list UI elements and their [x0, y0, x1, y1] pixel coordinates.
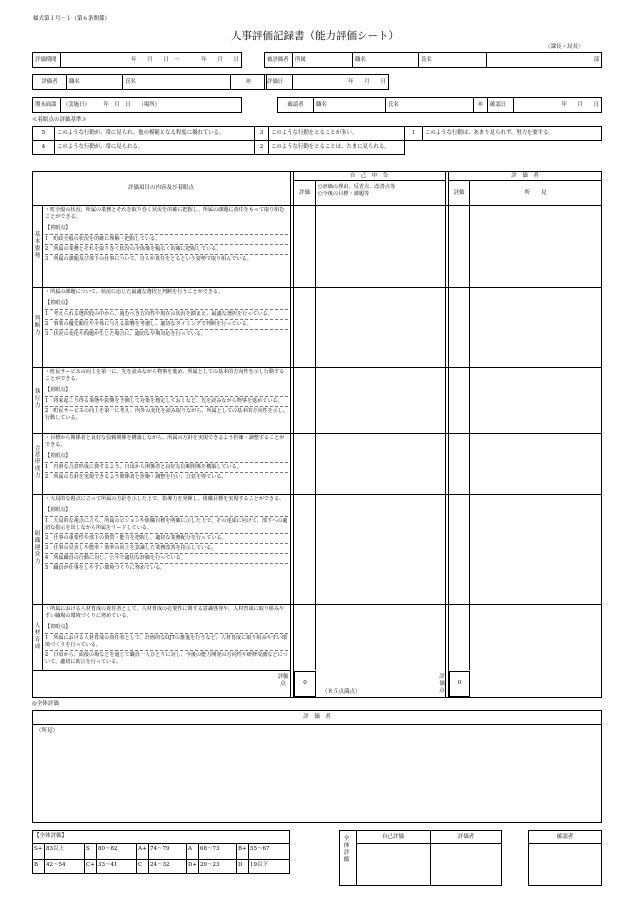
viewpoint-item: 1 大局的な視点に立ち、所属のビジョンや組織目標を明確に示した上で、その達成に向けて、部下への適切な指示を出しながら所属をリードしている。: [45, 516, 288, 533]
grade-range: 55～67: [250, 846, 270, 852]
self-reason-cell[interactable]: [316, 205, 445, 287]
grade-range: 24～32: [150, 862, 170, 868]
final-evaluator-label: 評価者: [457, 834, 475, 840]
eval-rating-cell[interactable]: [449, 287, 469, 367]
final-confirmer-label: 確認者: [556, 834, 574, 840]
overall-box[interactable]: [32, 710, 602, 823]
overall-evaluator-header: 評 価 者: [303, 714, 331, 720]
criteria-score: 2: [255, 141, 269, 155]
viewpoint-item: 2 事業の優先順位や全体に与える影響を考慮し、適切なタイミングで判断を行っている。: [45, 319, 288, 329]
self-reason-cell[interactable]: [316, 604, 445, 670]
grade-title: 【全体評価】: [34, 833, 68, 839]
category-summary: ・目標から関係者と良好な信頼関係を構築しながら、所属の方針を実現できるよう折衝・調整することができる。: [45, 435, 285, 449]
viewpoint-title: 【着眼点】: [45, 624, 71, 631]
grade-label: B+: [238, 846, 247, 852]
viewpoint-title: 【着眼点】: [45, 387, 71, 394]
category-name: 合意形成力: [34, 445, 41, 480]
eval-rating-cell[interactable]: [449, 205, 469, 287]
items-header: 評価項目の内容及び着眼点: [127, 185, 194, 191]
final-self-label: 自己評価: [381, 834, 404, 840]
confirm-date-value[interactable]: 年 月 日: [514, 98, 602, 113]
self-rating-cell[interactable]: [294, 287, 315, 367]
category-content: [45, 496, 288, 573]
eval-opinion-header: 所 見: [524, 190, 547, 196]
confirmer-label: 確認者: [278, 98, 314, 113]
grade-range: 74～79: [150, 846, 170, 852]
eval-rating-cell[interactable]: [449, 433, 469, 494]
viewpoint-item: 2 町民サービスの向上を第一に考え、内外の変化を読み取りながら、所属としての基本的方向性を示し、行動している。: [45, 406, 288, 423]
category-name: 基本姿勢: [34, 231, 41, 259]
self-rating-cell[interactable]: [294, 205, 315, 287]
position-note: 〈課長・局長〉: [545, 44, 584, 50]
viewpoint-title: 【着眼点】: [45, 507, 71, 514]
grade-label: B: [34, 862, 39, 868]
viewpoint-item: 2 所属の方針を実現できるよう関係者と折衝・調整を行い、合意を得ている。: [45, 472, 288, 482]
eval-date-value[interactable]: 年 月 日: [293, 75, 389, 90]
viewpoint-item: 1 所属における人材育成の責任者として、計画的なOJTの推進を行うなど、人材育成に取り組みやすい環境づくりを行っている。: [45, 633, 288, 650]
grade-label: S: [86, 846, 90, 852]
max-note: （８５点満点）: [322, 689, 361, 695]
eval-date-label: 評価日: [265, 75, 293, 90]
viewpoint-item: 1 考えられる選択肢の中から、過むべき方向性や現在の状況を踏まえ、最適な選択を行っている。: [45, 309, 288, 319]
interview-label: 期末面談: [33, 98, 61, 113]
self-reason-cell[interactable]: [316, 367, 445, 433]
self-rating-cell[interactable]: [294, 433, 315, 494]
confirmer-name[interactable]: 氏名: [386, 98, 474, 113]
grade-range: 20～23: [200, 862, 220, 868]
category-content: [45, 207, 288, 264]
self-reason-cell[interactable]: [316, 433, 445, 494]
grade-range: 68～73: [200, 846, 220, 852]
evaluee-label: 被評価者: [265, 53, 293, 68]
eval-rating-cell[interactable]: [449, 367, 469, 433]
self-rating-cell[interactable]: [294, 367, 315, 433]
viewpoint-item: 4 所属職員の行動に対し、公平で適切な評価を行っている。: [45, 553, 288, 563]
criteria-text: このような行動をとることは、たまに見られる。: [269, 141, 405, 155]
category-summary: ・大局的な視点に立って所属の方針を示した上で、指導力を発揮し、組織目標を実現することができる。: [45, 496, 285, 502]
grade-range: 83以上: [46, 846, 64, 852]
category-summary: ・町全般の状況、所属の業務とそれを取り巻く状況を的確に把握し、所属の課題に責任をもって取り組むことができる。: [45, 207, 285, 221]
period-label: 評価期間: [33, 53, 61, 68]
eval-points-label: 評価点: [439, 674, 445, 695]
category-content: [45, 435, 288, 482]
interview-row: [32, 97, 602, 113]
viewpoint-title: 【着眼点】: [45, 453, 71, 460]
grade-range: 80～82: [98, 846, 118, 852]
evaluator-header: 評 価 者: [511, 173, 539, 179]
self-report-header: 自 己 申 告: [349, 173, 389, 179]
viewpoint-item: 3 状況の変化や問題が生じた場合に、適切な早期対応を行っている。: [45, 329, 288, 339]
grade-label: A+: [138, 846, 147, 852]
eval-rating-cell[interactable]: [449, 604, 469, 670]
criteria-score: 1: [405, 127, 423, 141]
viewpoint-item: 1 町政全般の状況を的確に理解・把握している。: [45, 234, 288, 244]
self-points-value: 0: [303, 680, 307, 686]
eval-opinion-cell[interactable]: [470, 494, 602, 604]
confirm-date-label: 確認日: [488, 98, 514, 113]
category-summary: ・所属における人材育成の責任者として、人材育成の必要性に関する意識啓発や、人材育成に取り組みやすい職場の環境づくりに努めている。: [45, 606, 285, 620]
grade-label: D: [238, 862, 243, 868]
grade-range: 33～41: [98, 862, 118, 868]
category-content: [45, 289, 288, 339]
eval-opinion-cell[interactable]: [470, 287, 602, 367]
viewpoint-item: 2 仕事の重要性や部下の資質・能力を把握し、適切な業務配分を行っている。: [45, 533, 288, 543]
eval-opinion-cell[interactable]: [470, 433, 602, 494]
viewpoint-item: 1 将来起こり得る事態や影響を予測して対策を想定しておくなど、先を読みながら物事を進めている。: [45, 396, 288, 406]
self-reason-header: ○評価の理由、反省点、改善点等 ○今後の目標・課題等: [318, 184, 396, 198]
criteria-text: このような行動をとることが多い。: [269, 127, 405, 141]
overall-title: ◎全体評価: [32, 701, 59, 707]
confirmer-post[interactable]: 職名: [314, 98, 386, 113]
viewpoint-item: 3 所属の課題及び部下の仕事について、自らが責任をとるという姿勢で取り組んでいる。: [45, 254, 288, 264]
eval-opinion-cell[interactable]: [470, 604, 602, 670]
grade-range: 19以下: [250, 862, 268, 868]
viewpoint-item: 1 円滑な合意形成に資するよう、日頃から関係者と良好な信頼関係を構築している。: [45, 462, 288, 472]
viewpoint-title: 【着眼点】: [45, 300, 71, 307]
category-name: 執行力: [34, 389, 41, 410]
category-name: 人材育成: [34, 622, 41, 650]
form-number: 様式第１号－１（第６条関係）: [33, 16, 111, 22]
criteria-title: ≪着眼点の評価基準≫: [32, 117, 88, 123]
self-rating-cell[interactable]: [294, 494, 315, 604]
self-rating-cell[interactable]: [294, 604, 315, 670]
name-label[interactable]: 氏名: [419, 53, 487, 68]
evaluator-name[interactable]: 氏名: [123, 75, 231, 90]
grade-label: D+: [188, 862, 198, 868]
interview-date[interactable]: （実施日） 年 月 日 （場所）: [61, 98, 242, 113]
self-rating-header: 評価: [298, 190, 310, 196]
viewpoint-item: 2 日頃から、面接の場などを通じて職員一人ひとりに対し、今後の能力開発の方向性や研修受講などについて、適切に助言を行っている。: [45, 650, 288, 667]
evaluator-seal: ㊞: [231, 75, 267, 90]
grade-range: 42～54: [46, 862, 66, 868]
opinion-label: （所見）: [36, 728, 59, 734]
viewpoint-item: 2 所属の業務とそれを取り巻く状況の全体像を幅広く的確に把握している。: [45, 244, 288, 254]
eval-opinion-cell[interactable]: [470, 367, 602, 433]
confirmer-seal: ㊞: [474, 98, 488, 113]
criteria-score: 3: [255, 127, 269, 141]
self-points-label: 評価点: [277, 674, 289, 688]
evaluator-post[interactable]: 職名: [67, 75, 123, 90]
grade-label: A: [188, 846, 192, 852]
self-reason-cell[interactable]: [316, 494, 445, 604]
dept-suffix: 部: [487, 53, 602, 68]
category-summary: ・町民サービスの向上を第一に、先を読みながら物事を進め、所属としての基本的方向性を示し行動することができる。: [45, 369, 285, 383]
evaluator-label: 評価者: [33, 75, 67, 90]
eval-opinion-cell[interactable]: [470, 205, 602, 287]
criteria-text: このような行動は、あまり見られず、努力を要する。: [423, 127, 602, 141]
post-label[interactable]: 職名: [353, 53, 419, 68]
criteria-text: このような行動が、常に見られ、他の模範となる程度に優れている。: [55, 127, 255, 141]
grade-label: C+: [86, 862, 95, 868]
criteria-score: 5: [33, 127, 55, 141]
criteria-table: [32, 126, 602, 155]
category-content: [45, 369, 288, 423]
criteria-text: このような行動が、常に見られる。: [55, 141, 255, 155]
dept-label[interactable]: 所属: [293, 53, 353, 68]
eval-points-value: 0: [457, 680, 462, 686]
category-content: [45, 606, 288, 667]
viewpoint-item: 3 仕事の見直しや能率・効率の向上を意識した業務改善を指示している。: [45, 543, 288, 553]
category-name: 判断力: [34, 316, 41, 337]
eval-rating-cell[interactable]: [449, 494, 469, 604]
evaluator-row: [32, 74, 412, 90]
self-reason-cell[interactable]: [316, 287, 445, 367]
category-summary: ・所属の課題について、状況に応じた最適な選択と判断を行うことができる。: [45, 289, 224, 295]
viewpoint-item: 5 職員が仕事をしやすい環境づくりに努めている。: [45, 563, 288, 573]
eval-rating-header: 評価: [453, 190, 465, 196]
viewpoint-title: 【着眼点】: [45, 225, 71, 232]
grade-label: C: [138, 862, 143, 868]
final-eval-label: 全体評価: [343, 836, 350, 863]
period-value[interactable]: 年 月 日 ～ 年 月 日: [61, 53, 242, 68]
page-title: 人事評価記録書（能力評価シート）: [231, 30, 399, 42]
grade-label: S+: [34, 846, 43, 852]
criteria-score: 4: [33, 141, 55, 155]
period-row: [32, 52, 602, 68]
category-name: 組織運営力: [34, 531, 41, 565]
